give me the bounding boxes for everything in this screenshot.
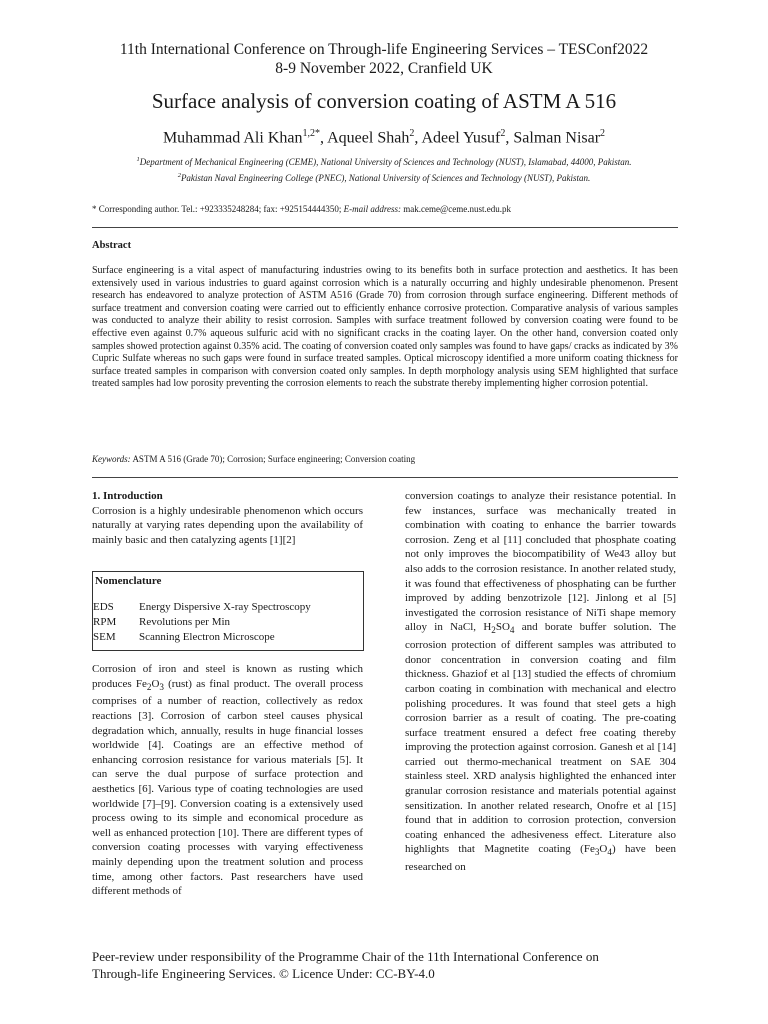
divider [92, 227, 678, 228]
corresponding-author: * Corresponding author. Tel.: +923335248284; fax: +925154444350; E-mail address: mak.ceme@ceme.nust.edu.pk [92, 204, 512, 214]
abstract-heading: Abstract [92, 240, 132, 251]
conference-header [60, 40, 708, 78]
section-heading: 1. Introduction [92, 490, 163, 502]
author-affiliation-mark: 2 [409, 128, 415, 139]
author-affiliation-mark: 2 [500, 128, 506, 139]
nomenclature-definition: Revolutions per Min [139, 616, 231, 628]
introduction-paragraph-2: Corrosion of iron and steel is known as rusting which produces $Fe_2O_3$ (rust) as final product. The overall process comprises of a number of reaction, collectively as redox reactions [3]. Corrosion of carbon steel causes physical degradation which, annually, results in huge financial losses worldwide [4]. Coatings are an effective method of enhancing corrosion resistance for various materials [5]. It can serve the dual purpose of surface protection and aesthetics [6]. Various type of coating technologies are used worldwide [7]–[9]. Conversion coating is a extensively used process owing to its simple and economical procedure as well as enhanced protection [10]. There are different types of conversion coating processes with varying effectiveness mainly depending upon the treatment solution and process time, among other factors. Past researchers have used different methods of [92, 663, 363, 898]
nomenclature-definition: Energy Dispersive X-ray Spectroscopy [139, 601, 311, 613]
right-column-text: conversion coatings to analyze their resistance potential. In few instances, surface was mechanically treated in combination with coating to enhance the barrier towards corrosion. Zeng et al [11] concluded that phosphate coating not only improves the biocompatibility of We43 alloy but also adds to the corrosion resistance. In another related study, it was found that effectiveness of phosphating can be further improved by adding benzotrizole [12]. Jinlong et al [5] investigated the corrosion resistance of NiTi shape memory alloy in NaCl, $H_2SO_4$ and borate buffer solution. The corrosion protection of different samples was attributed to donor concentration in conversion coating and film thickness. Ghaziof et al [13] studied the effects of chromium carbon coating in combination with mechanical and electro polishing procedures. It was found that steel gets a high corrosion barrier as a result of coating. The pre-coating surface treatment ensured a defect free coating thereby improving the protection against corrosion. Ganesh et al [14] carried out thermo-mechanical treatment on SAE 304 stainless steel. XRD analysis highlighted the enhanced inter granular corrosion resistance and materials potential against sensitization. In another related research, Onofre et al [15] found that in addition to corrosion protection, conversion coating enhanced the adhesiveness effect. Literature also highlights that Magnetite coating $(Fe_3O_4)$ have been researched on [405, 490, 676, 874]
author-name: Muhammad Ali Khan [162, 129, 303, 147]
keywords [92, 453, 678, 465]
affiliation-line: $^1$Department of Mechanical Engineering (CEME), National University of Sciences and Technology (NUST), Islamabad, 44000, Pakistan. [136, 156, 632, 167]
keywords-text: ASTM A 516 (Grade 70); Corrosion; Surface engineering; Conversion coating [132, 454, 416, 464]
author-name: Aqueel Shah [327, 129, 410, 147]
email-label: E-mail address: [343, 204, 402, 214]
author-affiliation-mark: 2 [600, 128, 606, 139]
nomenclature-heading: Nomenclature [95, 575, 162, 587]
email-address[interactable]: mak.ceme@ceme.nust.edu.pk [403, 204, 512, 214]
affiliation-line: $^2$Pakistan Naval Engineering College (PNEC), National University of Sciences and Technology (NUST), Pakistan. [177, 172, 591, 183]
affiliations [60, 153, 708, 185]
nomenclature-abbr: SEM [93, 631, 116, 643]
nomenclature-abbr: EDS [93, 601, 114, 613]
author-name: Adeel Yusuf [421, 129, 501, 147]
nomenclature-abbr: RPM [93, 616, 117, 628]
author-name: Salman Nisar [513, 129, 601, 147]
introduction-paragraph-1: 1. Introduction Corrosion is a highly undesirable phenomenon which occurs naturally at varying rates depending upon the availability of mainly basic and then catalyzing agents [1][2] [92, 490, 363, 546]
author-affiliation-mark: 1,2* [302, 128, 320, 139]
footer-note: Peer-review under responsibility of the Programme Chair of the 11th International Conference on Through-life Engineering Services. © Licence Under: CC-BY-4.0 [92, 949, 599, 981]
divider [92, 477, 678, 478]
nomenclature-box [92, 571, 364, 651]
paper-title: Surface analysis of conversion coating of ASTM A 516 [151, 89, 617, 113]
keywords-label: Keywords: [92, 454, 131, 464]
nomenclature-definition: Scanning Electron Microscope [139, 631, 275, 643]
abstract-text: Surface engineering is a vital aspect of manufacturing industries owing to its benefits both in surface protection and aesthetics. It has been extensively used in various industries to guard against corrosion which is a naturally occurring and highly undesirable phenomenon. Present research has endeavored to analyze protection of ASTM A516 (Grade 70) from corrosion through surface engineering. Different methods of surface treatment and conversion coating were carried out to efficiently enhance corrosive protection. Comparative analysis of various samples was conducted to analyze their ability to resist corrosion. Samples with surface treatment followed by conversion coating were found to be effective even against 0.7% aqueous sulfuric acid with no significant cracks in the coating layer. On the other hand, conversion coated only samples showed protection against 0.35% acid. The coating of conversion coated only samples was found to have gaps/ cracks as indicated by 3% Cupric Sulfate whereas no such gaps were found in surface treated samples. Optical microscopy identified a more uniform coating thickness for surface treated samples in comparison with conversion coated only samples. In depth morphology analysis using SEM highlighted that surface treated samples had low porosity preventing the corrosion elements to reach the substrate thereby implementing higher corrosion potential. [92, 265, 678, 390]
conference-title: 11th International Conference on Through-life Engineering Services – TESConf2022 [119, 41, 649, 58]
author-list: Muhammad Ali Khan$^{1,2*}$, Aqueel Shah$^2$, Adeel Yusuf$^2$, Salman Nisar$^2$ [162, 128, 606, 147]
conference-date-location: 8-9 November 2022, Cranfield UK [275, 60, 493, 77]
